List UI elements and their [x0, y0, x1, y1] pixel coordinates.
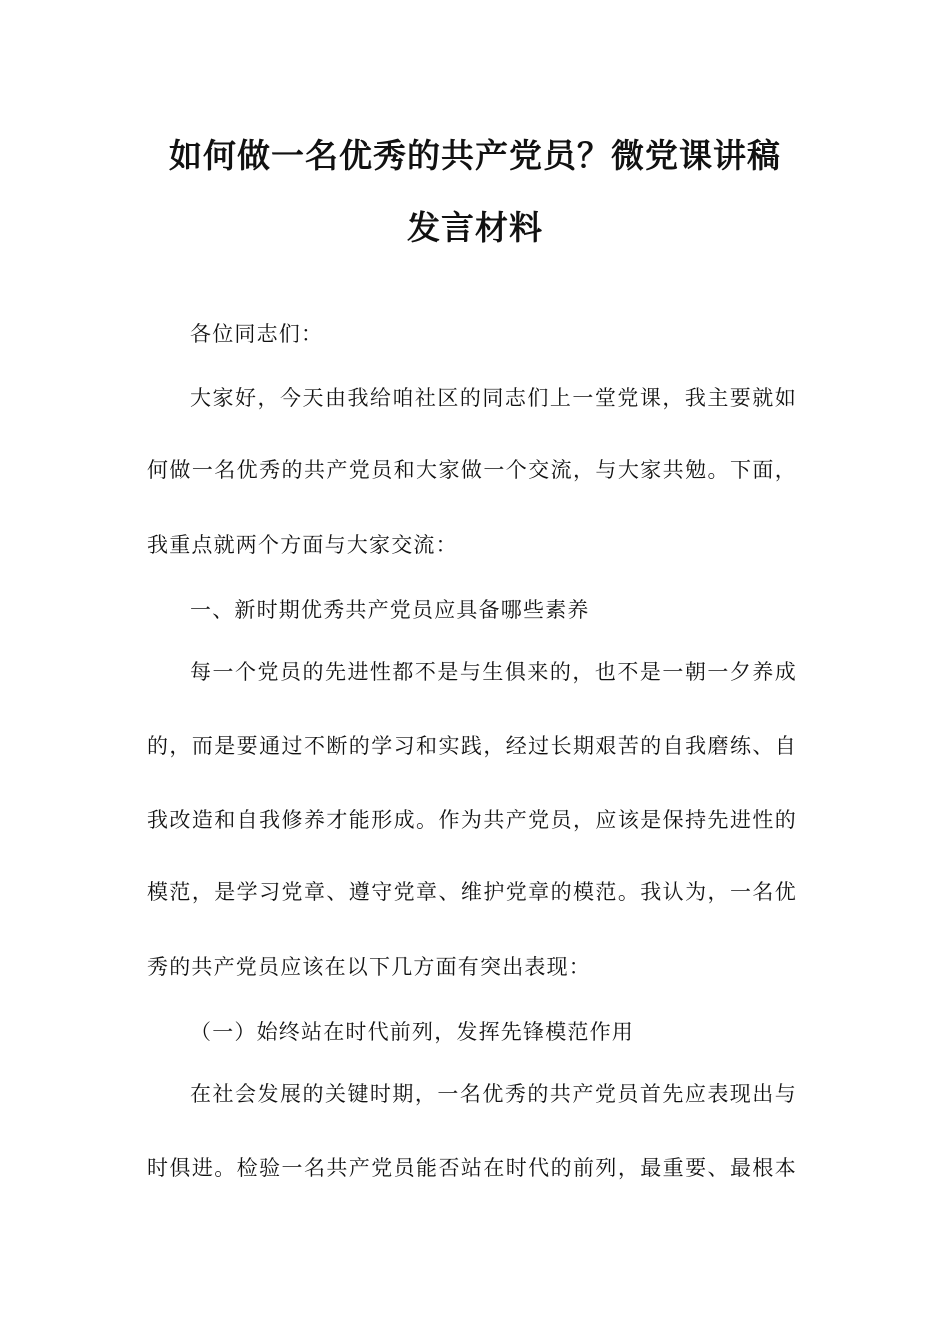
subsection-heading: （一）始终站在时代前列，发挥先锋模范作用 — [190, 1020, 634, 1044]
document-title-line-1: 如何做一名优秀的共产党员？微党课讲稿 — [169, 136, 781, 175]
body-line: 的，而是要通过不断的学习和实践，经过长期艰苦的自我磨练、自 — [147, 734, 797, 758]
body-line: 模范，是学习党章、遵守党章、维护党章的模范。我认为，一名优 — [147, 880, 797, 904]
section-heading: 一、新时期优秀共产党员应具备哪些素养 — [190, 598, 590, 622]
body-line: 我改造和自我修养才能形成。作为共产党员，应该是保持先进性的 — [147, 808, 797, 832]
body-line: 每一个党员的先进性都不是与生俱来的，也不是一朝一夕养成 — [190, 660, 797, 684]
body-line: 时俱进。检验一名共产党员能否站在时代的前列，最重要、最根本 — [147, 1156, 797, 1180]
body-line: 何做一名优秀的共产党员和大家做一个交流，与大家共勉。下面， — [147, 458, 797, 482]
body-line: 我重点就两个方面与大家交流： — [147, 533, 458, 557]
salutation: 各位同志们： — [190, 322, 324, 346]
body-line: 大家好，今天由我给咱社区的同志们上一堂党课，我主要就如 — [190, 386, 797, 410]
document-title-line-2: 发言材料 — [407, 208, 543, 247]
body-line: 秀的共产党员应该在以下几方面有突出表现： — [147, 955, 591, 979]
body-line: 在社会发展的关键时期，一名优秀的共产党员首先应表现出与 — [190, 1082, 797, 1106]
